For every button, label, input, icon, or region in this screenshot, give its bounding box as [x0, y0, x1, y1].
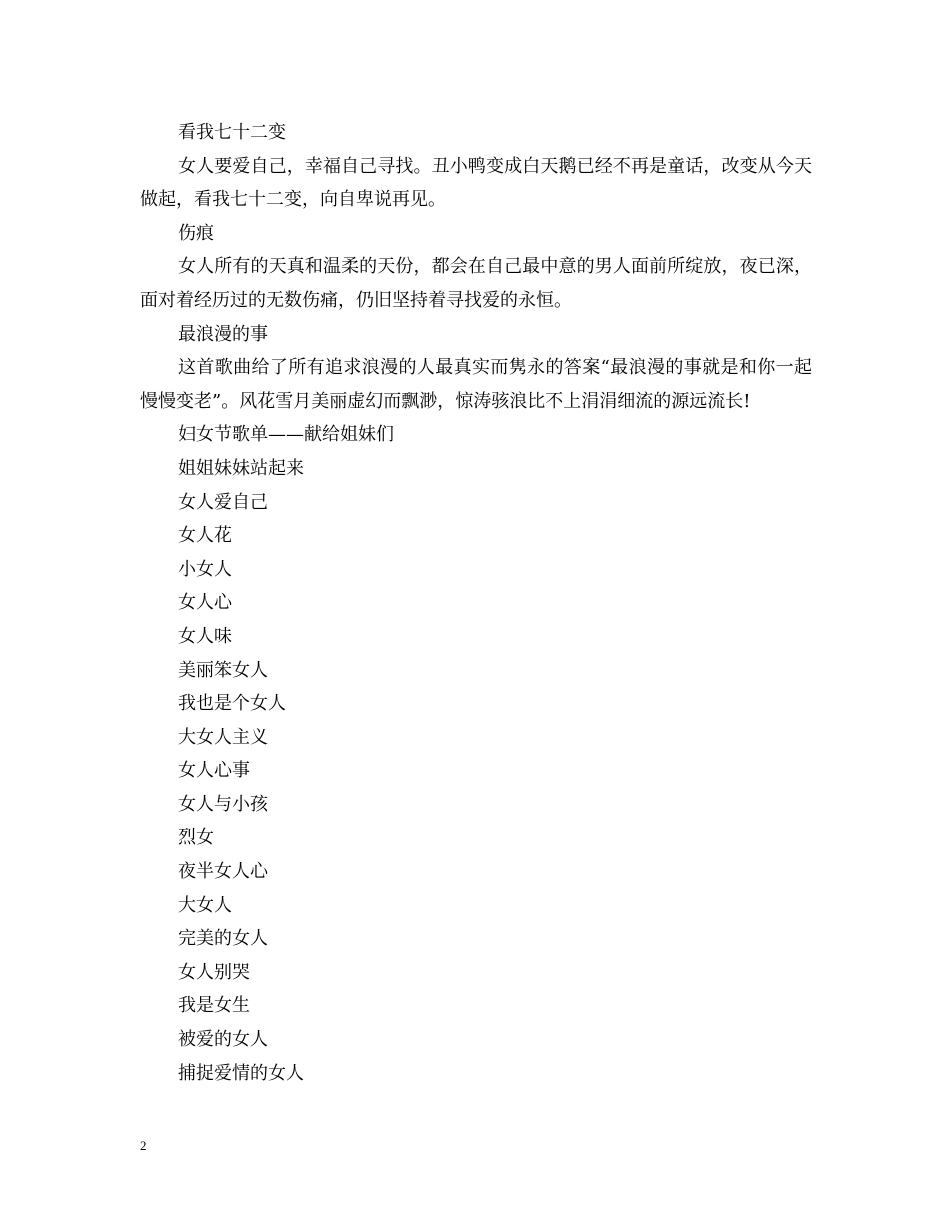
paragraph-most-romantic: 这首歌曲给了所有追求浪漫的人最真实而隽永的答案“最浪漫的事就是和你一起慢慢变老”。风花雪月美丽虚幻而飘渺，惊涛骇浪比不上涓涓细流的源远流长! — [140, 357, 812, 412]
document-body — [140, 116, 812, 1090]
page-number: 2 — [140, 1138, 147, 1153]
paragraph-72-changes: 女人要爱自己，幸福自己寻找。丑小鸭变成白天鹅已经不再是童话，改变从今天做起，看我七十二变，向自卑说再见。 — [140, 155, 812, 211]
list-item: 我也是个女人 — [178, 693, 286, 715]
list-item: 女人与小孩 — [178, 793, 268, 815]
section-heading-most-romantic: 最浪漫的事 — [178, 323, 268, 345]
list-item: 夜半女人心 — [178, 861, 268, 883]
section-heading-scars: 伤痕 — [178, 222, 214, 244]
list-item: 女人爱自己 — [178, 491, 268, 513]
list-item: 女人别哭 — [178, 961, 250, 983]
list-item: 姐姐妹妹站起来 — [178, 457, 304, 479]
list-item: 完美的女人 — [178, 928, 268, 950]
list-item: 我是女生 — [178, 995, 250, 1017]
list-item: 大女人主义 — [178, 726, 268, 748]
list-item: 美丽笨女人 — [178, 659, 268, 681]
list-item: 被爱的女人 — [178, 1029, 268, 1051]
section-heading-72-changes: 看我七十二变 — [178, 122, 286, 143]
list-item: 女人心 — [178, 592, 232, 614]
list-item: 女人花 — [178, 525, 232, 547]
list-item: 大女人 — [178, 894, 232, 916]
list-item: 烈女 — [178, 827, 214, 849]
section-heading-playlist: 妇女节歌单——献给姐妹们 — [178, 424, 394, 446]
list-item: 女人味 — [178, 625, 232, 647]
song-list — [140, 452, 812, 1090]
list-item: 捕捉爱情的女人 — [178, 1062, 304, 1084]
paragraph-scars: 女人所有的天真和温柔的天份，都会在自己最中意的男人面前所绽放，夜已深，面对着经历过的无数伤痛，仍旧坚持着寻找爱的永恒。 — [140, 256, 812, 311]
list-item: 小女人 — [178, 558, 232, 580]
list-item: 女人心事 — [178, 760, 250, 782]
